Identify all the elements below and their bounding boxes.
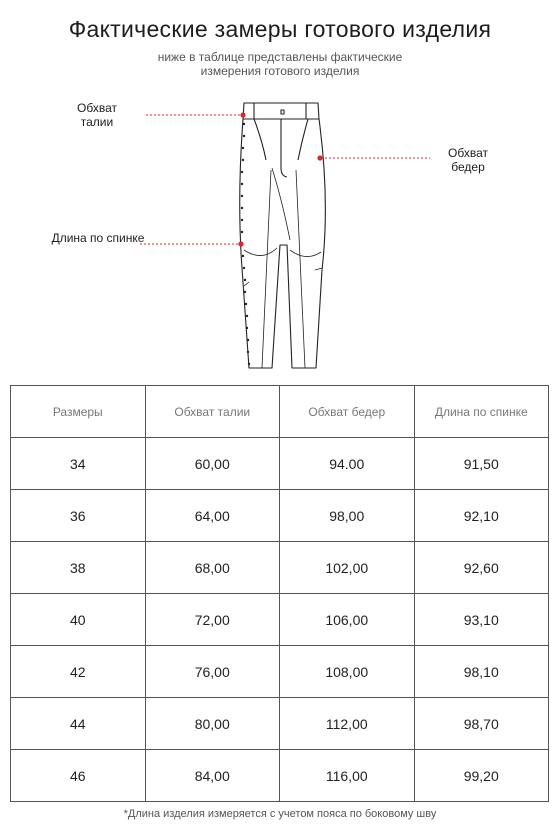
- length-cell: 91,50: [414, 438, 549, 490]
- hip-cell: 116,00: [280, 750, 415, 802]
- column-header-hip: Обхват бедер: [280, 386, 415, 438]
- size-cell: 38: [11, 542, 146, 594]
- size-table: [10, 385, 549, 802]
- length-cell: 93,10: [414, 594, 549, 646]
- hip-cell: 94.00: [280, 438, 415, 490]
- table-row: [11, 646, 549, 698]
- length-cell: 98,70: [414, 698, 549, 750]
- table-row: [11, 750, 549, 802]
- waist-cell: 68,00: [145, 542, 280, 594]
- hip-cell: 106,00: [280, 594, 415, 646]
- page-title: Фактические замеры готового изделия: [68, 16, 492, 42]
- table-row: [11, 698, 549, 750]
- column-header-waist: Обхват талии: [145, 386, 280, 438]
- waist-cell: 76,00: [145, 646, 280, 698]
- length-cell: 99,20: [414, 750, 549, 802]
- table-row: [11, 542, 549, 594]
- length-marker-dot: [238, 241, 243, 246]
- length-cell: 98,10: [414, 646, 549, 698]
- table-row: [11, 438, 549, 490]
- hip-cell: 102,00: [280, 542, 415, 594]
- length-cell: 92,10: [414, 490, 549, 542]
- page-subtitle: ниже в таблице представлены фактические измерения готового изделия: [157, 50, 403, 78]
- trousers-measurement-diagram: [0, 0, 560, 380]
- table-row: [11, 490, 549, 542]
- waist-cell: 80,00: [145, 698, 280, 750]
- size-cell: 36: [11, 490, 146, 542]
- size-cell: 44: [11, 698, 146, 750]
- waist-cell: 72,00: [145, 594, 280, 646]
- size-table-header: [11, 386, 549, 438]
- size-cell: 42: [11, 646, 146, 698]
- column-header-length: Длина по спинке: [414, 386, 549, 438]
- waist-cell: 64,00: [145, 490, 280, 542]
- hip-cell: 108,00: [280, 646, 415, 698]
- waist-label: Обхват талии: [77, 101, 117, 129]
- waist-cell: 60,00: [145, 438, 280, 490]
- footnote: *Длина изделия измеряется с учетом пояса по боковому шву: [123, 808, 437, 820]
- hip-cell: 112,00: [280, 698, 415, 750]
- table-row: [11, 594, 549, 646]
- hip-cell: 98,00: [280, 490, 415, 542]
- length-label: Длина по спинке: [51, 231, 145, 245]
- waist-marker-dot: [240, 112, 245, 117]
- waist-cell: 84,00: [145, 750, 280, 802]
- hip-marker-dot: [317, 155, 322, 160]
- trousers-outline: [240, 103, 326, 368]
- size-cell: 40: [11, 594, 146, 646]
- hip-label: Обхват бедер: [448, 146, 488, 174]
- length-cell: 92,60: [414, 542, 549, 594]
- size-cell: 46: [11, 750, 146, 802]
- column-header-size: Размеры: [11, 386, 146, 438]
- size-cell: 34: [11, 438, 146, 490]
